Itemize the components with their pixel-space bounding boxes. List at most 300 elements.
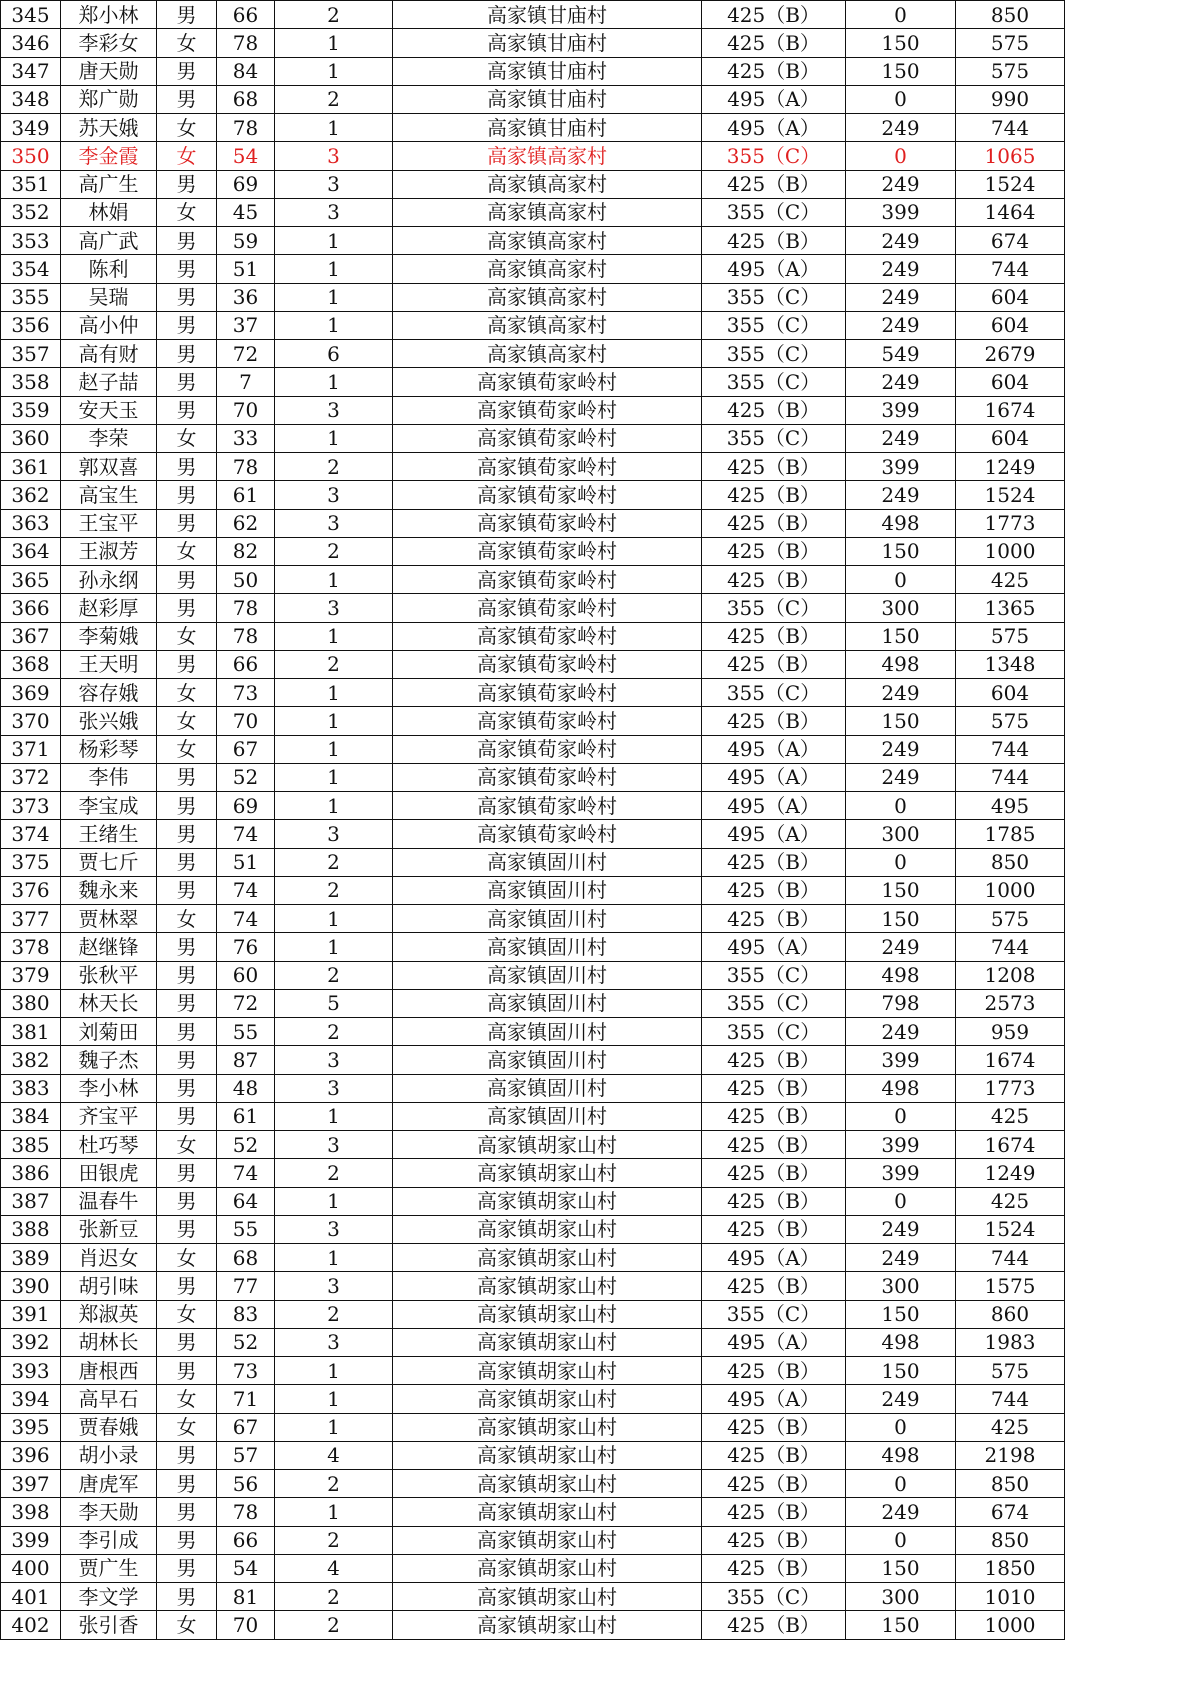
cell-sex: 男 xyxy=(157,1357,217,1385)
cell-village: 高家镇甘庙村 xyxy=(393,29,702,57)
cell-standard: 425（B） xyxy=(702,170,846,198)
cell-name: 高早石 xyxy=(61,1385,157,1413)
cell-sex: 男 xyxy=(157,1441,217,1469)
cell-subsidy: 798 xyxy=(846,989,956,1017)
cell-standard: 355（C） xyxy=(702,142,846,170)
cell-subsidy: 150 xyxy=(846,1611,956,1639)
cell-serial-number: 383 xyxy=(1,1074,61,1102)
cell-household-size: 3 xyxy=(275,1328,393,1356)
cell-total: 744 xyxy=(956,1244,1065,1272)
cell-total: 1000 xyxy=(956,876,1065,904)
cell-subsidy: 0 xyxy=(846,1102,956,1130)
cell-total: 1249 xyxy=(956,453,1065,481)
cell-total: 1785 xyxy=(956,820,1065,848)
cell-subsidy: 498 xyxy=(846,509,956,537)
cell-total: 674 xyxy=(956,227,1065,255)
cell-sex: 男 xyxy=(157,481,217,509)
cell-serial-number: 384 xyxy=(1,1102,61,1130)
cell-sex: 男 xyxy=(157,848,217,876)
cell-subsidy: 498 xyxy=(846,1328,956,1356)
cell-subsidy: 300 xyxy=(846,820,956,848)
table-row xyxy=(1,1357,1065,1385)
cell-serial-number: 379 xyxy=(1,961,61,989)
cell-total: 1524 xyxy=(956,170,1065,198)
cell-sex: 男 xyxy=(157,509,217,537)
cell-village: 高家镇高家村 xyxy=(393,227,702,255)
cell-age: 61 xyxy=(217,481,275,509)
cell-subsidy: 399 xyxy=(846,453,956,481)
cell-sex: 女 xyxy=(157,1244,217,1272)
cell-age: 82 xyxy=(217,537,275,565)
cell-age: 73 xyxy=(217,679,275,707)
cell-village: 高家镇荀家岭村 xyxy=(393,594,702,622)
cell-sex: 女 xyxy=(157,114,217,142)
cell-subsidy: 249 xyxy=(846,255,956,283)
cell-village: 高家镇胡家山村 xyxy=(393,1554,702,1582)
cell-standard: 495（A） xyxy=(702,792,846,820)
cell-household-size: 1 xyxy=(275,29,393,57)
cell-serial-number: 376 xyxy=(1,876,61,904)
cell-serial-number: 348 xyxy=(1,85,61,113)
cell-standard: 425（B） xyxy=(702,1441,846,1469)
cell-serial-number: 374 xyxy=(1,820,61,848)
table-row xyxy=(1,905,1065,933)
cell-sex: 男 xyxy=(157,1215,217,1243)
cell-total: 495 xyxy=(956,792,1065,820)
table-row xyxy=(1,311,1065,339)
cell-serial-number: 395 xyxy=(1,1413,61,1441)
cell-sex: 男 xyxy=(157,57,217,85)
cell-serial-number: 385 xyxy=(1,1131,61,1159)
cell-sex: 男 xyxy=(157,1328,217,1356)
cell-age: 73 xyxy=(217,1357,275,1385)
cell-serial-number: 382 xyxy=(1,1046,61,1074)
cell-subsidy: 498 xyxy=(846,961,956,989)
table-row xyxy=(1,424,1065,452)
cell-household-size: 3 xyxy=(275,142,393,170)
cell-name: 胡林长 xyxy=(61,1328,157,1356)
cell-total: 744 xyxy=(956,1385,1065,1413)
cell-standard: 425（B） xyxy=(702,1159,846,1187)
cell-standard: 355（C） xyxy=(702,961,846,989)
table-row xyxy=(1,1498,1065,1526)
cell-serial-number: 366 xyxy=(1,594,61,622)
cell-household-size: 2 xyxy=(275,1300,393,1328)
cell-household-size: 1 xyxy=(275,1244,393,1272)
cell-sex: 男 xyxy=(157,340,217,368)
cell-subsidy: 249 xyxy=(846,1244,956,1272)
cell-village: 高家镇固川村 xyxy=(393,905,702,933)
cell-total: 575 xyxy=(956,57,1065,85)
cell-serial-number: 372 xyxy=(1,763,61,791)
table-row xyxy=(1,453,1065,481)
cell-total: 2573 xyxy=(956,989,1065,1017)
cell-sex: 男 xyxy=(157,1102,217,1130)
cell-age: 66 xyxy=(217,1,275,29)
cell-serial-number: 347 xyxy=(1,57,61,85)
cell-household-size: 1 xyxy=(275,1498,393,1526)
cell-serial-number: 370 xyxy=(1,707,61,735)
cell-total: 850 xyxy=(956,1470,1065,1498)
cell-serial-number: 373 xyxy=(1,792,61,820)
cell-standard: 425（B） xyxy=(702,1498,846,1526)
cell-village: 高家镇高家村 xyxy=(393,142,702,170)
table-row xyxy=(1,1018,1065,1046)
table-row xyxy=(1,1328,1065,1356)
cell-subsidy: 0 xyxy=(846,566,956,594)
cell-name: 林天长 xyxy=(61,989,157,1017)
cell-age: 78 xyxy=(217,29,275,57)
cell-household-size: 1 xyxy=(275,1187,393,1215)
cell-standard: 425（B） xyxy=(702,29,846,57)
cell-serial-number: 354 xyxy=(1,255,61,283)
cell-total: 604 xyxy=(956,424,1065,452)
cell-village: 高家镇胡家山村 xyxy=(393,1244,702,1272)
cell-age: 76 xyxy=(217,933,275,961)
cell-sex: 男 xyxy=(157,1498,217,1526)
cell-village: 高家镇荀家岭村 xyxy=(393,707,702,735)
cell-household-size: 2 xyxy=(275,1583,393,1611)
cell-age: 52 xyxy=(217,1131,275,1159)
cell-standard: 425（B） xyxy=(702,227,846,255)
cell-age: 78 xyxy=(217,622,275,650)
cell-age: 78 xyxy=(217,594,275,622)
cell-serial-number: 365 xyxy=(1,566,61,594)
cell-household-size: 3 xyxy=(275,1074,393,1102)
cell-sex: 男 xyxy=(157,1470,217,1498)
cell-name: 李宝成 xyxy=(61,792,157,820)
cell-village: 高家镇荀家岭村 xyxy=(393,509,702,537)
table-row xyxy=(1,368,1065,396)
cell-name: 温春牛 xyxy=(61,1187,157,1215)
cell-village: 高家镇胡家山村 xyxy=(393,1187,702,1215)
cell-household-size: 1 xyxy=(275,735,393,763)
cell-village: 高家镇固川村 xyxy=(393,933,702,961)
cell-subsidy: 249 xyxy=(846,227,956,255)
cell-subsidy: 249 xyxy=(846,424,956,452)
cell-sex: 男 xyxy=(157,1526,217,1554)
cell-household-size: 2 xyxy=(275,1611,393,1639)
cell-sex: 女 xyxy=(157,679,217,707)
cell-age: 68 xyxy=(217,1244,275,1272)
cell-name: 安天玉 xyxy=(61,396,157,424)
cell-household-size: 6 xyxy=(275,340,393,368)
cell-subsidy: 399 xyxy=(846,1131,956,1159)
table-row xyxy=(1,961,1065,989)
cell-name: 唐虎军 xyxy=(61,1470,157,1498)
table-row xyxy=(1,622,1065,650)
cell-subsidy: 0 xyxy=(846,1470,956,1498)
cell-subsidy: 399 xyxy=(846,1046,956,1074)
cell-household-size: 3 xyxy=(275,1046,393,1074)
cell-household-size: 1 xyxy=(275,1102,393,1130)
cell-subsidy: 150 xyxy=(846,29,956,57)
cell-serial-number: 380 xyxy=(1,989,61,1017)
cell-sex: 男 xyxy=(157,1,217,29)
cell-subsidy: 150 xyxy=(846,1300,956,1328)
cell-subsidy: 498 xyxy=(846,1074,956,1102)
cell-household-size: 3 xyxy=(275,1215,393,1243)
cell-standard: 425（B） xyxy=(702,509,846,537)
cell-household-size: 2 xyxy=(275,1,393,29)
cell-household-size: 2 xyxy=(275,848,393,876)
cell-total: 1524 xyxy=(956,1215,1065,1243)
cell-total: 1000 xyxy=(956,537,1065,565)
cell-standard: 425（B） xyxy=(702,1272,846,1300)
cell-name: 高小仲 xyxy=(61,311,157,339)
cell-village: 高家镇高家村 xyxy=(393,340,702,368)
cell-household-size: 2 xyxy=(275,1470,393,1498)
cell-village: 高家镇荀家岭村 xyxy=(393,396,702,424)
table-row xyxy=(1,481,1065,509)
cell-name: 魏永来 xyxy=(61,876,157,904)
table-row xyxy=(1,1215,1065,1243)
cell-name: 胡小录 xyxy=(61,1441,157,1469)
cell-village: 高家镇胡家山村 xyxy=(393,1357,702,1385)
cell-total: 744 xyxy=(956,735,1065,763)
cell-sex: 男 xyxy=(157,1272,217,1300)
cell-household-size: 4 xyxy=(275,1441,393,1469)
cell-sex: 女 xyxy=(157,1413,217,1441)
cell-name: 高广生 xyxy=(61,170,157,198)
cell-subsidy: 0 xyxy=(846,142,956,170)
table-row xyxy=(1,396,1065,424)
cell-total: 1524 xyxy=(956,481,1065,509)
cell-standard: 425（B） xyxy=(702,1046,846,1074)
cell-household-size: 1 xyxy=(275,114,393,142)
cell-subsidy: 150 xyxy=(846,876,956,904)
cell-standard: 425（B） xyxy=(702,1470,846,1498)
cell-total: 1773 xyxy=(956,1074,1065,1102)
cell-total: 2679 xyxy=(956,340,1065,368)
cell-total: 604 xyxy=(956,311,1065,339)
cell-serial-number: 356 xyxy=(1,311,61,339)
cell-sex: 男 xyxy=(157,989,217,1017)
table-row xyxy=(1,707,1065,735)
cell-village: 高家镇固川村 xyxy=(393,989,702,1017)
cell-village: 高家镇甘庙村 xyxy=(393,114,702,142)
cell-subsidy: 249 xyxy=(846,1385,956,1413)
cell-sex: 男 xyxy=(157,368,217,396)
table-row xyxy=(1,1102,1065,1130)
cell-total: 575 xyxy=(956,29,1065,57)
cell-total: 1674 xyxy=(956,1046,1065,1074)
cell-age: 55 xyxy=(217,1018,275,1046)
cell-household-size: 2 xyxy=(275,876,393,904)
cell-serial-number: 367 xyxy=(1,622,61,650)
cell-village: 高家镇胡家山村 xyxy=(393,1498,702,1526)
cell-age: 81 xyxy=(217,1583,275,1611)
cell-serial-number: 397 xyxy=(1,1470,61,1498)
cell-household-size: 2 xyxy=(275,537,393,565)
table-row xyxy=(1,198,1065,226)
cell-village: 高家镇胡家山村 xyxy=(393,1159,702,1187)
cell-household-size: 1 xyxy=(275,283,393,311)
cell-sex: 男 xyxy=(157,283,217,311)
cell-age: 84 xyxy=(217,57,275,85)
table-row xyxy=(1,114,1065,142)
cell-age: 72 xyxy=(217,340,275,368)
table-row xyxy=(1,57,1065,85)
cell-sex: 男 xyxy=(157,763,217,791)
cell-age: 68 xyxy=(217,85,275,113)
cell-sex: 男 xyxy=(157,453,217,481)
table-row xyxy=(1,1272,1065,1300)
cell-sex: 男 xyxy=(157,255,217,283)
cell-sex: 女 xyxy=(157,905,217,933)
table-row xyxy=(1,989,1065,1017)
table-row xyxy=(1,1244,1065,1272)
cell-name: 李小林 xyxy=(61,1074,157,1102)
cell-household-size: 1 xyxy=(275,763,393,791)
cell-name: 李荣 xyxy=(61,424,157,452)
cell-name: 李天勋 xyxy=(61,1498,157,1526)
cell-subsidy: 150 xyxy=(846,537,956,565)
cell-age: 78 xyxy=(217,1498,275,1526)
cell-standard: 355（C） xyxy=(702,340,846,368)
cell-total: 744 xyxy=(956,933,1065,961)
cell-name: 肖迟女 xyxy=(61,1244,157,1272)
table-row xyxy=(1,735,1065,763)
cell-subsidy: 300 xyxy=(846,1583,956,1611)
table-row xyxy=(1,142,1065,170)
cell-village: 高家镇荀家岭村 xyxy=(393,820,702,848)
table-body xyxy=(1,1,1065,1640)
table-row xyxy=(1,283,1065,311)
cell-subsidy: 0 xyxy=(846,85,956,113)
cell-total: 575 xyxy=(956,622,1065,650)
cell-standard: 425（B） xyxy=(702,453,846,481)
cell-household-size: 5 xyxy=(275,989,393,1017)
cell-village: 高家镇荀家岭村 xyxy=(393,763,702,791)
cell-subsidy: 249 xyxy=(846,679,956,707)
cell-name: 唐根西 xyxy=(61,1357,157,1385)
cell-serial-number: 350 xyxy=(1,142,61,170)
table-row xyxy=(1,566,1065,594)
cell-village: 高家镇胡家山村 xyxy=(393,1526,702,1554)
cell-village: 高家镇荀家岭村 xyxy=(393,622,702,650)
table-row xyxy=(1,820,1065,848)
cell-total: 990 xyxy=(956,85,1065,113)
table-row xyxy=(1,1470,1065,1498)
cell-age: 77 xyxy=(217,1272,275,1300)
cell-serial-number: 400 xyxy=(1,1554,61,1582)
cell-name: 胡引味 xyxy=(61,1272,157,1300)
cell-subsidy: 249 xyxy=(846,481,956,509)
cell-subsidy: 150 xyxy=(846,57,956,85)
cell-household-size: 2 xyxy=(275,453,393,481)
cell-standard: 425（B） xyxy=(702,1526,846,1554)
cell-sex: 女 xyxy=(157,29,217,57)
table-row xyxy=(1,1187,1065,1215)
cell-age: 70 xyxy=(217,396,275,424)
cell-total: 604 xyxy=(956,368,1065,396)
cell-age: 37 xyxy=(217,311,275,339)
cell-household-size: 3 xyxy=(275,170,393,198)
cell-serial-number: 377 xyxy=(1,905,61,933)
cell-age: 45 xyxy=(217,198,275,226)
cell-sex: 男 xyxy=(157,227,217,255)
cell-village: 高家镇固川村 xyxy=(393,1018,702,1046)
cell-standard: 425（B） xyxy=(702,1611,846,1639)
table-row xyxy=(1,1074,1065,1102)
cell-sex: 女 xyxy=(157,707,217,735)
table-row xyxy=(1,876,1065,904)
cell-standard: 425（B） xyxy=(702,848,846,876)
cell-household-size: 2 xyxy=(275,961,393,989)
cell-village: 高家镇固川村 xyxy=(393,1074,702,1102)
cell-household-size: 4 xyxy=(275,1554,393,1582)
cell-name: 李文学 xyxy=(61,1583,157,1611)
cell-total: 1010 xyxy=(956,1583,1065,1611)
cell-sex: 女 xyxy=(157,424,217,452)
table-row xyxy=(1,537,1065,565)
cell-age: 52 xyxy=(217,763,275,791)
cell-standard: 355（C） xyxy=(702,679,846,707)
cell-subsidy: 0 xyxy=(846,1187,956,1215)
cell-household-size: 3 xyxy=(275,509,393,537)
cell-total: 744 xyxy=(956,255,1065,283)
cell-total: 1850 xyxy=(956,1554,1065,1582)
cell-name: 田银虎 xyxy=(61,1159,157,1187)
cell-household-size: 1 xyxy=(275,1385,393,1413)
cell-subsidy: 399 xyxy=(846,396,956,424)
cell-standard: 425（B） xyxy=(702,1187,846,1215)
cell-household-size: 1 xyxy=(275,424,393,452)
cell-age: 70 xyxy=(217,707,275,735)
cell-name: 齐宝平 xyxy=(61,1102,157,1130)
cell-sex: 男 xyxy=(157,1187,217,1215)
table-row xyxy=(1,1554,1065,1582)
cell-sex: 男 xyxy=(157,1159,217,1187)
cell-total: 959 xyxy=(956,1018,1065,1046)
cell-serial-number: 345 xyxy=(1,1,61,29)
cell-name: 张新豆 xyxy=(61,1215,157,1243)
cell-serial-number: 359 xyxy=(1,396,61,424)
cell-serial-number: 402 xyxy=(1,1611,61,1639)
cell-total: 850 xyxy=(956,1526,1065,1554)
cell-subsidy: 249 xyxy=(846,933,956,961)
table-row xyxy=(1,509,1065,537)
table-row xyxy=(1,29,1065,57)
cell-subsidy: 249 xyxy=(846,311,956,339)
cell-serial-number: 398 xyxy=(1,1498,61,1526)
cell-name: 容存娥 xyxy=(61,679,157,707)
cell-name: 赵子喆 xyxy=(61,368,157,396)
table-row xyxy=(1,1046,1065,1074)
cell-standard: 495（A） xyxy=(702,820,846,848)
cell-standard: 425（B） xyxy=(702,650,846,678)
cell-serial-number: 360 xyxy=(1,424,61,452)
cell-standard: 355（C） xyxy=(702,989,846,1017)
cell-serial-number: 362 xyxy=(1,481,61,509)
cell-subsidy: 249 xyxy=(846,283,956,311)
cell-subsidy: 150 xyxy=(846,905,956,933)
cell-name: 杜巧琴 xyxy=(61,1131,157,1159)
cell-standard: 355（C） xyxy=(702,594,846,622)
cell-village: 高家镇固川村 xyxy=(393,1102,702,1130)
cell-serial-number: 364 xyxy=(1,537,61,565)
cell-name: 王宝平 xyxy=(61,509,157,537)
cell-subsidy: 399 xyxy=(846,1159,956,1187)
cell-age: 66 xyxy=(217,1526,275,1554)
cell-serial-number: 393 xyxy=(1,1357,61,1385)
cell-name: 吴瑞 xyxy=(61,283,157,311)
cell-subsidy: 249 xyxy=(846,368,956,396)
cell-age: 69 xyxy=(217,792,275,820)
cell-village: 高家镇荀家岭村 xyxy=(393,566,702,594)
cell-serial-number: 351 xyxy=(1,170,61,198)
